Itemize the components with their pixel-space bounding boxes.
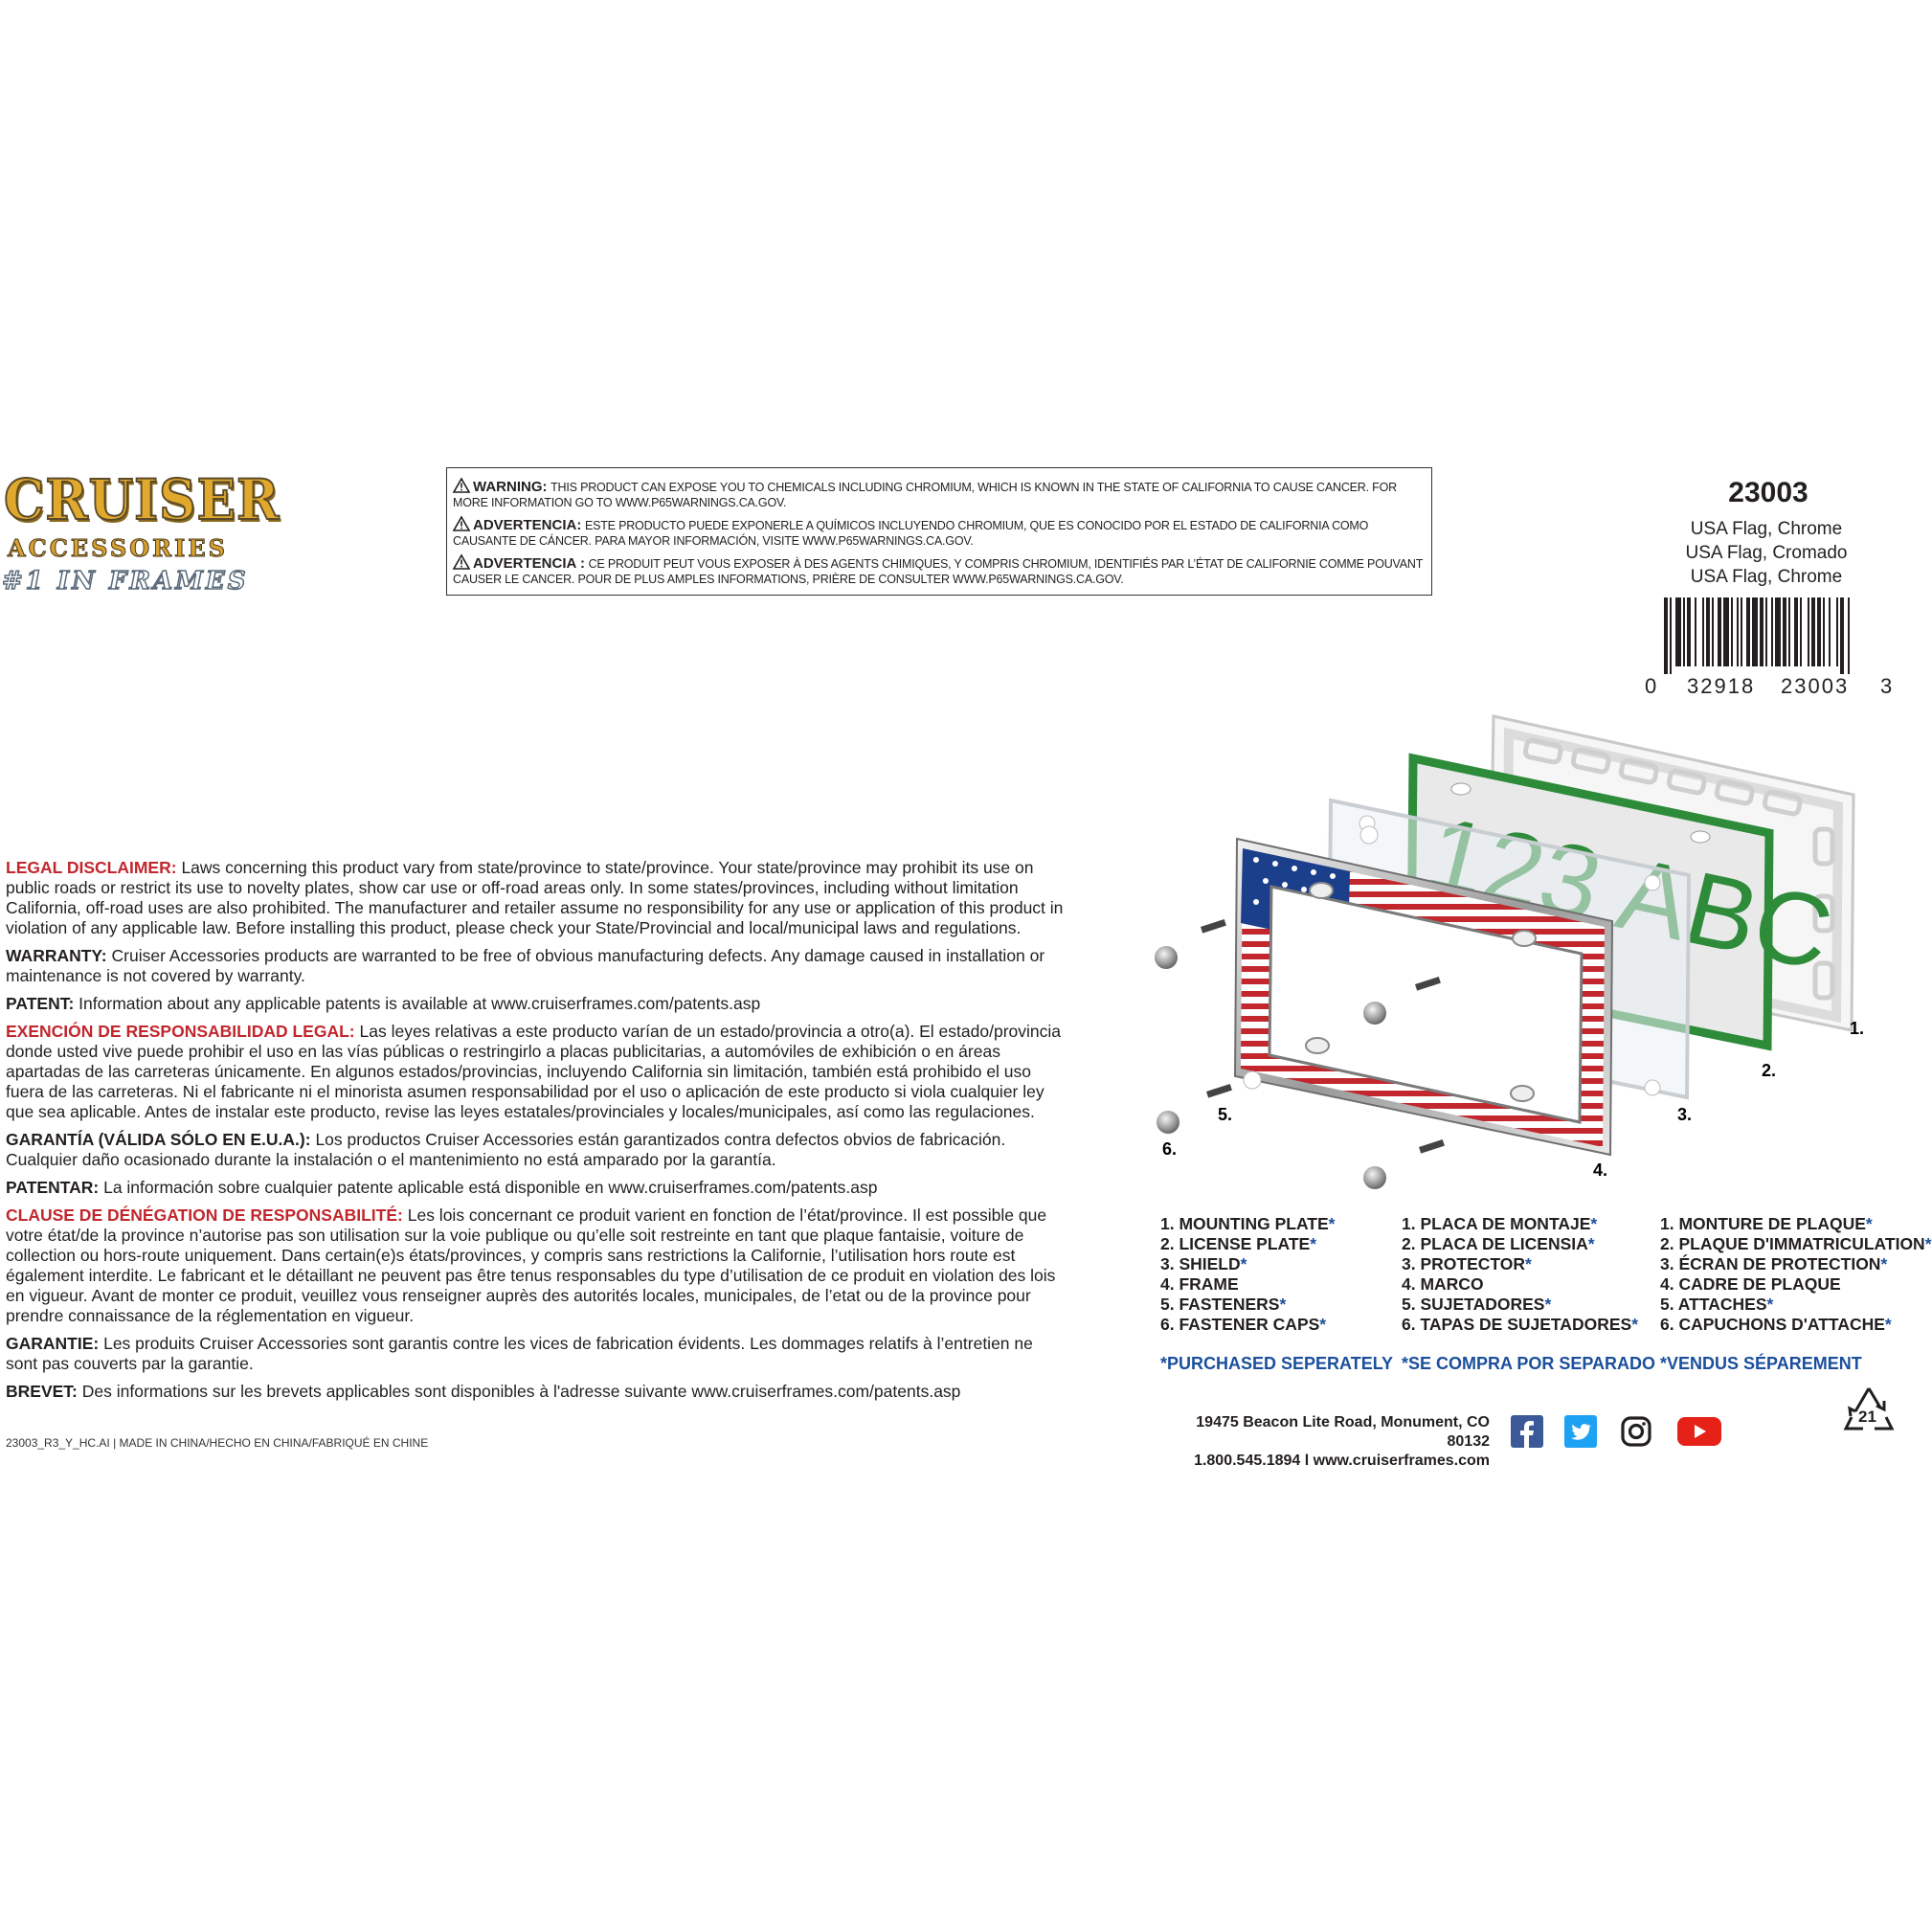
legal-body: Los productos Cruiser Accessories están garantizados contra defectos obvios de fabricación. Cualquier daño ocasionado durante la instalación o el mantenimiento no está amparado por la garantía. xyxy=(6,1130,1006,1169)
upc-barcode xyxy=(1645,597,1894,699)
callout-3: 3. xyxy=(1677,1105,1693,1124)
barcode-bar xyxy=(1675,597,1681,666)
part-item: 5. SUJETADORES* xyxy=(1402,1295,1552,1314)
legal-heading: EXENCIÓN DE RESPONSABILIDAD LEGAL: xyxy=(6,1022,355,1041)
part-item: 2. LICENSE PLATE* xyxy=(1160,1234,1317,1253)
barcode-bar xyxy=(1817,597,1821,666)
barcode-bar xyxy=(1848,597,1850,674)
barcode-bar xyxy=(1800,597,1802,666)
parts-exploded-diagram xyxy=(1145,705,1911,1203)
legal-body: Laws concerning this product vary from state/province to state/province. Your state/province may prohibit its use on public roads or restrict its use to novelty plates, show car use or off-road areas only. In some states/provinces, including without limitation California, off-road uses are also prohibited. The manufacturer and retailer assume no responsibility for any use or application of this product in violation of any applicable law. Before installing this product, please check your State/Provincial and local/municipal laws and regulations. xyxy=(6,858,1064,937)
callout-5: 5. xyxy=(1218,1105,1233,1124)
part-item: 2. PLAQUE D'IMMATRICULATION* xyxy=(1660,1234,1932,1253)
barcode-bar xyxy=(1808,597,1809,666)
purchased-separately-fr: *VENDUS SÉPAREMENT xyxy=(1660,1354,1862,1373)
facebook-icon[interactable] xyxy=(1511,1415,1543,1448)
brand-logo xyxy=(0,467,281,601)
legal-paragraph xyxy=(6,858,1068,938)
product-sku: 23003 xyxy=(1728,477,1808,508)
warning-label: WARNING: xyxy=(473,479,548,495)
part-item: 3. SHIELD* xyxy=(1160,1254,1247,1273)
barcode-bar xyxy=(1794,597,1798,666)
legal-paragraph xyxy=(6,1382,1068,1402)
diagram-svg xyxy=(1145,705,1911,1203)
barcode-bar xyxy=(1811,597,1815,666)
legal-body: Las leyes relativas a este producto varían de un estado/provincia a otro(a). El estado/provincia donde usted vive puede prohibir el uso en las vías públicas o restringirlo a placas publicitarias, a automóviles de exhibición o en áreas apartadas de las carreteras únicamente. En algunos estados/provincias, incluyendo California sin limitación, también está prohibido el uso fuera de las carreteras. Ni el fabricante ni el minorista asumen responsabilidad por el uso o aplicación de este producto si viola cualquier ley que sea aplicable. Antes de instalar este producto, revise las leyes estatales/provinciales y locales/municipales, así como las regulaciones. xyxy=(6,1022,1061,1121)
barcode-bar xyxy=(1775,597,1781,666)
legal-body: Des informations sur les brevets applicables sont disponibles à l'adresse suivante www.cruiserframes.com/patents.asp xyxy=(81,1382,961,1401)
legal-paragraph xyxy=(6,946,1068,986)
warning-en xyxy=(453,478,1426,510)
legal-heading: GARANTÍA (VÁLIDA SÓLO EN E.U.A.): xyxy=(6,1130,311,1149)
barcode-bar xyxy=(1829,597,1831,666)
barcode-digit-first: 0 xyxy=(1645,674,1657,698)
parts-list-en xyxy=(1160,1214,1335,1335)
legal-heading: BREVET: xyxy=(6,1382,78,1401)
parts-list-fr xyxy=(1660,1214,1932,1335)
product-desc-en: USA Flag, Chrome xyxy=(1690,519,1843,539)
purchased-separately-es: *SE COMPRA POR SEPARADO xyxy=(1402,1354,1656,1373)
part-item: 6. TAPAS DE SUJETADORES* xyxy=(1402,1315,1638,1334)
barcode-bar xyxy=(1765,597,1767,666)
part-item: 1. MOUNTING PLATE* xyxy=(1160,1214,1336,1233)
legal-paragraph xyxy=(6,1205,1068,1326)
part-item: 3. PROTECTOR* xyxy=(1402,1254,1532,1273)
barcode-bar xyxy=(1718,597,1721,666)
callout-1: 1. xyxy=(1850,1019,1865,1038)
warning-text: ESTE PRODUCTO PUEDE EXPONERLE A QUÍMICOS INCLUYENDO CHROMIUM, QUE ES CONOCIDO POR EL ESTADO DE CALIFORNIA COMO CAUSANTE DE CÁNCER. PARA MAYOR INFORMACIÓN, VISITE WWW.P65WARNINGS.CA.GOV. xyxy=(453,519,1369,548)
barcode-bar xyxy=(1695,597,1696,666)
warning-triangle-icon xyxy=(453,516,470,531)
part-item: 3. ÉCRAN DE PROTECTION* xyxy=(1660,1254,1888,1273)
legal-heading: PATENT: xyxy=(6,994,75,1013)
part-item: 6. CAPUCHONS D'ATTACHE* xyxy=(1660,1315,1892,1334)
barcode-bar xyxy=(1741,597,1742,666)
parts-list-es xyxy=(1402,1214,1638,1335)
part-item: 2. PLACA DE LICENSIA* xyxy=(1402,1234,1595,1253)
instagram-icon[interactable] xyxy=(1620,1415,1652,1448)
product-desc-es: USA Flag, Cromado xyxy=(1685,543,1848,563)
barcode-bar xyxy=(1752,597,1758,666)
legal-heading: PATENTAR: xyxy=(6,1178,100,1197)
barcode-bar xyxy=(1840,597,1844,674)
barcode-bar xyxy=(1702,597,1704,666)
legal-paragraph xyxy=(6,1130,1068,1170)
part-item: 1. MONTURE DE PLAQUE* xyxy=(1660,1214,1873,1233)
barcode-bar xyxy=(1788,597,1790,666)
prop65-warning-box xyxy=(446,467,1432,596)
twitter-icon[interactable] xyxy=(1564,1415,1597,1448)
barcode-bar xyxy=(1683,597,1685,666)
warning-label: ADVERTENCIA: xyxy=(473,517,582,533)
legal-body: Information about any applicable patents is available at www.cruiserframes.com/patents.asp xyxy=(79,994,761,1013)
barcode-digit-last: 3 xyxy=(1880,674,1893,698)
legal-heading: GARANTIE: xyxy=(6,1334,100,1353)
part-item: 4. MARCO xyxy=(1402,1274,1484,1294)
barcode-bar xyxy=(1760,597,1764,666)
logo-sub-text: ACCESSORIES xyxy=(8,534,228,562)
warning-triangle-icon xyxy=(453,554,470,570)
legal-body: Les lois concernant ce produit varient en fonction de l’état/province. Il est possible que votre état/de la province n’autorise pas son utilisation sur la voie publique ou qu’elle soit restreinte en tant que plaque fantaisie, voiture de collection ou hors-route uniquement. Dans certain(e)s états/provinces, y compris sans restrictions la Californie, l’utilisation hors route est également interdite. Le fabricant et le détaillant ne peuvent pas être tenus responsables du type d’utilisation de ce produit en violation des lois en vigueur. Avant de monter ce produit, veuillez vous renseigner auprès des autorités locales, municipales, de l’etat ou de la province pour prendre connaissance de la réglementation en vigueur. xyxy=(6,1205,1056,1325)
legal-heading: CLAUSE DE DÉNÉGATION DE RESPONSABILITÉ: xyxy=(6,1205,403,1225)
legal-body: Cruiser Accessories products are warranted to be free of obvious manufacturing defects. Any damage caused in installation or maintenance is not covered by warranty. xyxy=(6,946,1045,985)
barcode-bar xyxy=(1664,597,1668,674)
part-item: 4. CADRE DE PLAQUE xyxy=(1660,1274,1841,1294)
barcode-bar xyxy=(1723,597,1729,666)
part-item: 5. ATTACHES* xyxy=(1660,1295,1774,1314)
logo-main-text: CRUISER xyxy=(4,467,281,532)
file-code-origin: 23003_R3_Y_HC.AI | MADE IN CHINA/HECHO EN CHINA/FABRIQUÉ EN CHINE xyxy=(6,1436,429,1450)
legal-paragraph xyxy=(6,1022,1068,1122)
callout-4: 4. xyxy=(1593,1160,1608,1180)
barcode-bar xyxy=(1706,597,1710,666)
barcode-digits-left: 32918 xyxy=(1687,674,1756,698)
barcode-bar xyxy=(1687,597,1691,666)
legal-text-column xyxy=(6,858,1068,1409)
callout-6: 6. xyxy=(1162,1139,1178,1159)
legal-body: La información sobre cualquier patente aplicable está disponible en www.cruiserframes.com/patents.asp xyxy=(103,1178,878,1197)
callout-2: 2. xyxy=(1762,1061,1777,1080)
recycle-symbol xyxy=(1842,1385,1896,1436)
barcode-bar xyxy=(1771,597,1773,666)
warning-es xyxy=(453,516,1426,549)
product-desc-fr: USA Flag, Chrome xyxy=(1690,567,1843,587)
plate-text: ABC xyxy=(1606,834,1844,992)
barcode-bars xyxy=(1645,597,1894,674)
legal-paragraph xyxy=(6,1334,1068,1374)
warning-label: ADVERTENCIA : xyxy=(473,555,585,572)
warning-fr xyxy=(453,554,1426,587)
part-item: 5. FASTENERS* xyxy=(1160,1295,1287,1314)
recycle-code: 21 xyxy=(1858,1408,1876,1426)
legal-paragraph xyxy=(6,1178,1068,1198)
barcode-bar xyxy=(1737,597,1739,666)
youtube-icon[interactable] xyxy=(1677,1415,1721,1448)
barcode-bar xyxy=(1731,597,1733,666)
purchased-separately-en: *PURCHASED SEPERATELY xyxy=(1160,1354,1394,1373)
barcode-bar xyxy=(1712,597,1714,666)
warning-text: CE PRODUIT PEUT VOUS EXPOSER À DES AGENTS CHIMIQUES, Y COMPRIS CHROMIUM, IDENTIFIÉS PAR L’ÉTAT DE CALIFORNIE COMME POUVANT CAUSER LE CANCER. POUR DE PLUS AMPLES INFORMATIONS, PRIÈRE DE CONSULTER WWW.P65WARNINGS.CA.GOV. xyxy=(453,557,1423,586)
legal-body: Les produits Cruiser Accessories sont garantis contre les vices de fabrication évidents. Les dommages relatifs à l’entretien ne sont pas couverts par la garantie. xyxy=(6,1334,1033,1373)
logo-tagline: #1 IN FRAMES xyxy=(2,567,249,596)
part-item: 6. FASTENER CAPS* xyxy=(1160,1315,1327,1334)
barcode-bar xyxy=(1836,597,1838,666)
legal-heading: LEGAL DISCLAIMER: xyxy=(6,858,177,877)
company-address: 19475 Beacon Lite Road, Monument, CO 80132 xyxy=(1196,1414,1490,1450)
barcode-digits-right: 23003 xyxy=(1781,674,1850,698)
legal-heading: WARRANTY: xyxy=(6,946,107,965)
warning-triangle-icon xyxy=(453,478,470,493)
part-item: 4. FRAME xyxy=(1160,1274,1239,1294)
phone-website: 1.800.545.1894 l www.cruiserframes.com xyxy=(1194,1453,1490,1469)
part-item: 1. PLACA DE MONTAJE* xyxy=(1402,1214,1598,1233)
barcode-bar xyxy=(1823,597,1825,666)
barcode-bar xyxy=(1670,597,1672,674)
warning-text: THIS PRODUCT CAN EXPOSE YOU TO CHEMICALS INCLUDING CHROMIUM, WHICH IS KNOWN IN THE STATE OF CALIFORNIA TO CAUSE CANCER. FOR MORE INFORMATION GO TO WWW.P65WARNINGS.CA.GOV. xyxy=(453,481,1397,509)
barcode-bar xyxy=(1783,597,1786,666)
legal-paragraph xyxy=(6,994,1068,1014)
barcode-bar xyxy=(1746,597,1750,666)
contact-block xyxy=(1158,1413,1490,1471)
